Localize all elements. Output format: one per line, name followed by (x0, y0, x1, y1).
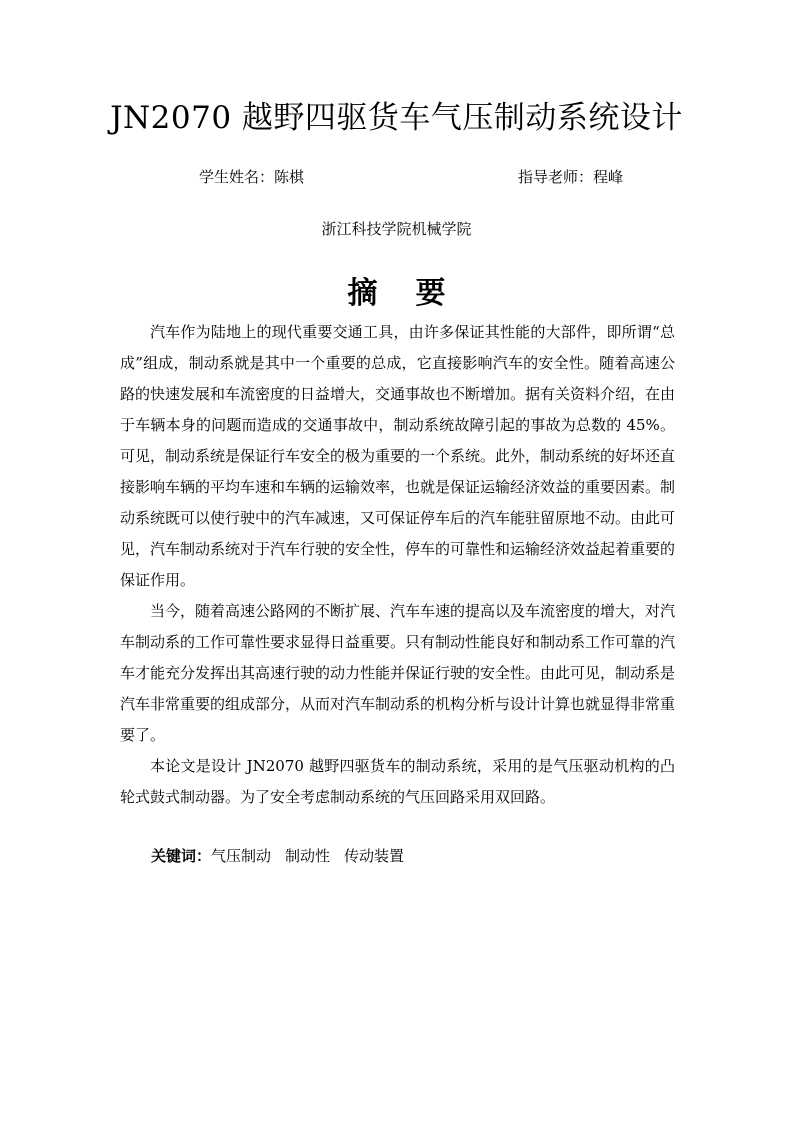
keyword-item: 传动装置 (344, 847, 405, 865)
abstract-paragraph: 本论文是设计 JN2070 越野四驱货车的制动系统，采用的是气压驱动机构的凸轮式鼓式制动器。为了安全考虑制动系统的气压回路采用双回路。 (120, 757, 675, 806)
school-name: 浙江科技学院机械学院 (321, 220, 472, 238)
paper-title: JN2070 越野四驱货车气压制动系统设计 (110, 100, 683, 136)
abstract-heading: 摘要 (347, 276, 484, 311)
keywords-line (151, 845, 418, 866)
student-name: 学生姓名：陈棋 (199, 168, 305, 186)
author-info-row (0, 166, 793, 188)
abstract-paragraph: 当今，随着高速公路网的不断扩展、汽车车速的提高以及车流密度的增大，对汽车制动系的工作可靠性要求显得日益重要。只有制动性能良好和制动系工作可靠的汽车才能充分发挥出其高速行驶的动力性能并保证行驶的安全性。由此可见，制动系是汽车非常重要的组成部分，从而对汽车制动系的机构分析与设计计算也就显得非常重要了。 (120, 602, 676, 744)
abstract-paragraph: 汽车作为陆地上的现代重要交通工具，由许多保证其性能的大部件，即所谓“总成”组成，制动系就是其中一个重要的总成，它直接影响汽车的安全性。随着高速公路的快速发展和车流密度的日益增大，交通事故也不断增加。据有关资料介绍，在由于车辆本身的问题而造成的交通事故中，制动系统故障引起的事故为总数的 45%。可见，制动系统是保证行车安全的极为重要的一个系统。此外，制动系统的好坏还直接影响车辆的平均车速和车辆的运输效率，也就是保证运输经济效益的重要因素。制动系统既可以使行驶中的汽车减速，又可保证停车后的汽车能驻留原地不动。由此可见，汽车制动系统对于汽车行驶的安全性，停车的可靠性和运输经济效益起着重要的保证作用。 (120, 323, 676, 589)
keyword-item: 气压制动 (211, 847, 272, 865)
keywords-label: 关键词： (151, 847, 212, 865)
abstract-body (120, 317, 675, 813)
advisor-name: 指导老师：程峰 (518, 168, 624, 186)
keyword-item: 制动性 (285, 847, 331, 865)
